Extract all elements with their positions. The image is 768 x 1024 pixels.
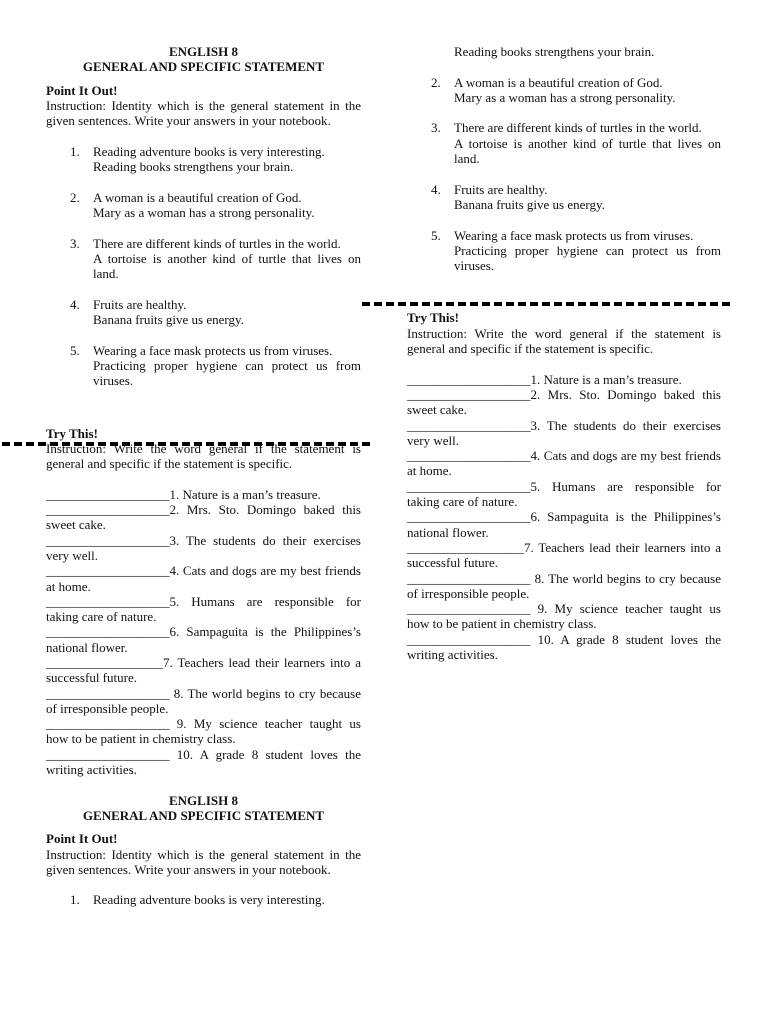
- answer-line: ___________________1. Nature is a man’s treasure.: [407, 371, 682, 387]
- item-statement-b: Reading books strengthens your brain.: [454, 44, 655, 59]
- item-number: 3.: [431, 120, 441, 136]
- section-heading-try-this: Try This!: [407, 310, 459, 326]
- section-divider: [362, 302, 730, 306]
- statement-list: [46, 892, 361, 907]
- item-statement-b: Practicing proper hygiene can protect us from viruses.: [93, 357, 361, 389]
- item-statement-b: Reading books strengthens your brain.: [93, 159, 294, 175]
- doc-subtitle: GENERAL AND SPECIFIC STATEMENT: [82, 59, 325, 75]
- answer-line: ___________________ 10. A grade 8 student loves the writing activities.: [407, 631, 721, 662]
- item-statement-a: Wearing a face mask protects us from viruses.: [93, 342, 333, 358]
- item-statement-b: Banana fruits give us energy.: [454, 196, 605, 212]
- list-item: [46, 297, 361, 328]
- item-statement-b: Mary as a woman has a strong personality.: [93, 204, 315, 220]
- item-statement-a: Wearing a face mask protects us from viruses.: [454, 227, 694, 243]
- item-number: 4.: [431, 181, 441, 197]
- list-item: [46, 190, 361, 221]
- answer-line: ___________________3. The students do their exercises very well.: [407, 417, 721, 448]
- list-item: [46, 343, 361, 389]
- section-heading-point-it-out: Point It Out!: [46, 82, 118, 98]
- list-item: [407, 44, 721, 59]
- item-statement-a: Fruits are healthy.: [454, 181, 548, 197]
- list-item: [407, 75, 721, 106]
- answer-line: ___________________ 9. My science teacher taught us how to be patient in chemistry class.: [407, 601, 721, 632]
- item-number: 3.: [70, 235, 80, 251]
- answer-line: ___________________3. The students do their exercises very well.: [46, 532, 361, 563]
- section-instruction: Instruction: Write the word general if the statement is general and specific if the statement is specific.: [46, 440, 361, 472]
- section-heading-try-this: Try This!: [46, 425, 98, 441]
- section-heading-point-it-out: Point It Out!: [46, 831, 118, 847]
- item-statement-b: Banana fruits give us energy.: [93, 312, 244, 328]
- left-column: [46, 44, 361, 908]
- answer-line: __________________7. Teachers lead their learners into a successful future.: [46, 654, 361, 686]
- answer-line: ___________________4. Cats and dogs are my best friends at home.: [46, 563, 361, 594]
- item-statement-a: There are different kinds of turtles in the world.: [454, 120, 702, 136]
- section-instruction: Instruction: Write the word general if the statement is general and specific if the statement is specific.: [407, 325, 721, 357]
- answer-line: ___________________6. Sampaguita is the Philippines’s national flower.: [46, 624, 361, 655]
- list-item: [407, 120, 721, 166]
- item-statement-b: A tortoise is another kind of turtle that lives on land.: [93, 250, 361, 282]
- section-instruction: Instruction: Identity which is the general statement in the given sentences. Write your answers in your notebook.: [46, 846, 361, 877]
- item-number: 2.: [431, 74, 441, 90]
- answer-line: ___________________4. Cats and dogs are my best friends at home.: [407, 448, 721, 479]
- item-statement-b: Mary as a woman has a strong personality.: [454, 89, 676, 105]
- item-statement-a: Fruits are healthy.: [93, 296, 187, 312]
- item-number: 4.: [70, 296, 80, 312]
- list-item: [407, 228, 721, 274]
- item-statement-b: Practicing proper hygiene can protect us from viruses.: [454, 242, 721, 274]
- item-number: 2.: [70, 189, 80, 205]
- doc-title: ENGLISH 8: [169, 792, 238, 808]
- answer-line: ___________________ 10. A grade 8 student loves the writing activities.: [46, 746, 361, 778]
- list-item: [46, 236, 361, 282]
- section-divider: [2, 442, 370, 446]
- answer-line: ___________________ 9. My science teacher taught us how to be patient in chemistry class.: [46, 716, 361, 747]
- answer-line: __________________7. Teachers lead their learners into a successful future.: [407, 539, 721, 571]
- right-column: [407, 44, 721, 662]
- answer-line: ___________________5. Humans are responsible for taking care of nature.: [46, 593, 361, 625]
- item-statement-a: Reading adventure books is very interesting.: [93, 892, 325, 908]
- answer-line: ___________________2. Mrs. Sto. Domingo baked this sweet cake.: [46, 502, 361, 533]
- item-statement-b: A tortoise is another kind of turtle that lives on land.: [454, 135, 721, 167]
- item-statement-a: A woman is a beautiful creation of God.: [93, 189, 302, 205]
- item-number: 5.: [431, 227, 441, 243]
- item-statement-a: Reading adventure books is very interesting.: [93, 143, 325, 159]
- list-item: [46, 144, 361, 175]
- list-item: [46, 892, 361, 907]
- list-item: [407, 182, 721, 213]
- statement-list: [46, 144, 361, 389]
- answer-line: ___________________6. Sampaguita is the Philippines’s national flower.: [407, 509, 721, 540]
- answer-line: ___________________2. Mrs. Sto. Domingo baked this sweet cake.: [407, 386, 721, 418]
- section-instruction: Instruction: Identity which is the general statement in the given sentences. Write your answers in your notebook.: [46, 97, 361, 129]
- answer-line: ___________________1. Nature is a man’s treasure.: [46, 486, 321, 502]
- item-statement-a: A woman is a beautiful creation of God.: [454, 74, 663, 90]
- doc-title: ENGLISH 8: [169, 44, 238, 59]
- answer-line: ___________________ 8. The world begins to cry because of irresponsible people.: [407, 570, 721, 601]
- answer-line: ___________________ 8. The world begins to cry because of irresponsible people.: [46, 685, 361, 716]
- item-statement-a: There are different kinds of turtles in the world.: [93, 235, 341, 251]
- answer-line: ___________________5. Humans are responsible for taking care of nature.: [407, 478, 721, 510]
- statement-list: [407, 44, 721, 273]
- item-number: 1.: [70, 892, 80, 908]
- doc-subtitle: GENERAL AND SPECIFIC STATEMENT: [82, 807, 325, 823]
- item-number: 1.: [70, 143, 80, 159]
- item-number: 5.: [70, 342, 80, 358]
